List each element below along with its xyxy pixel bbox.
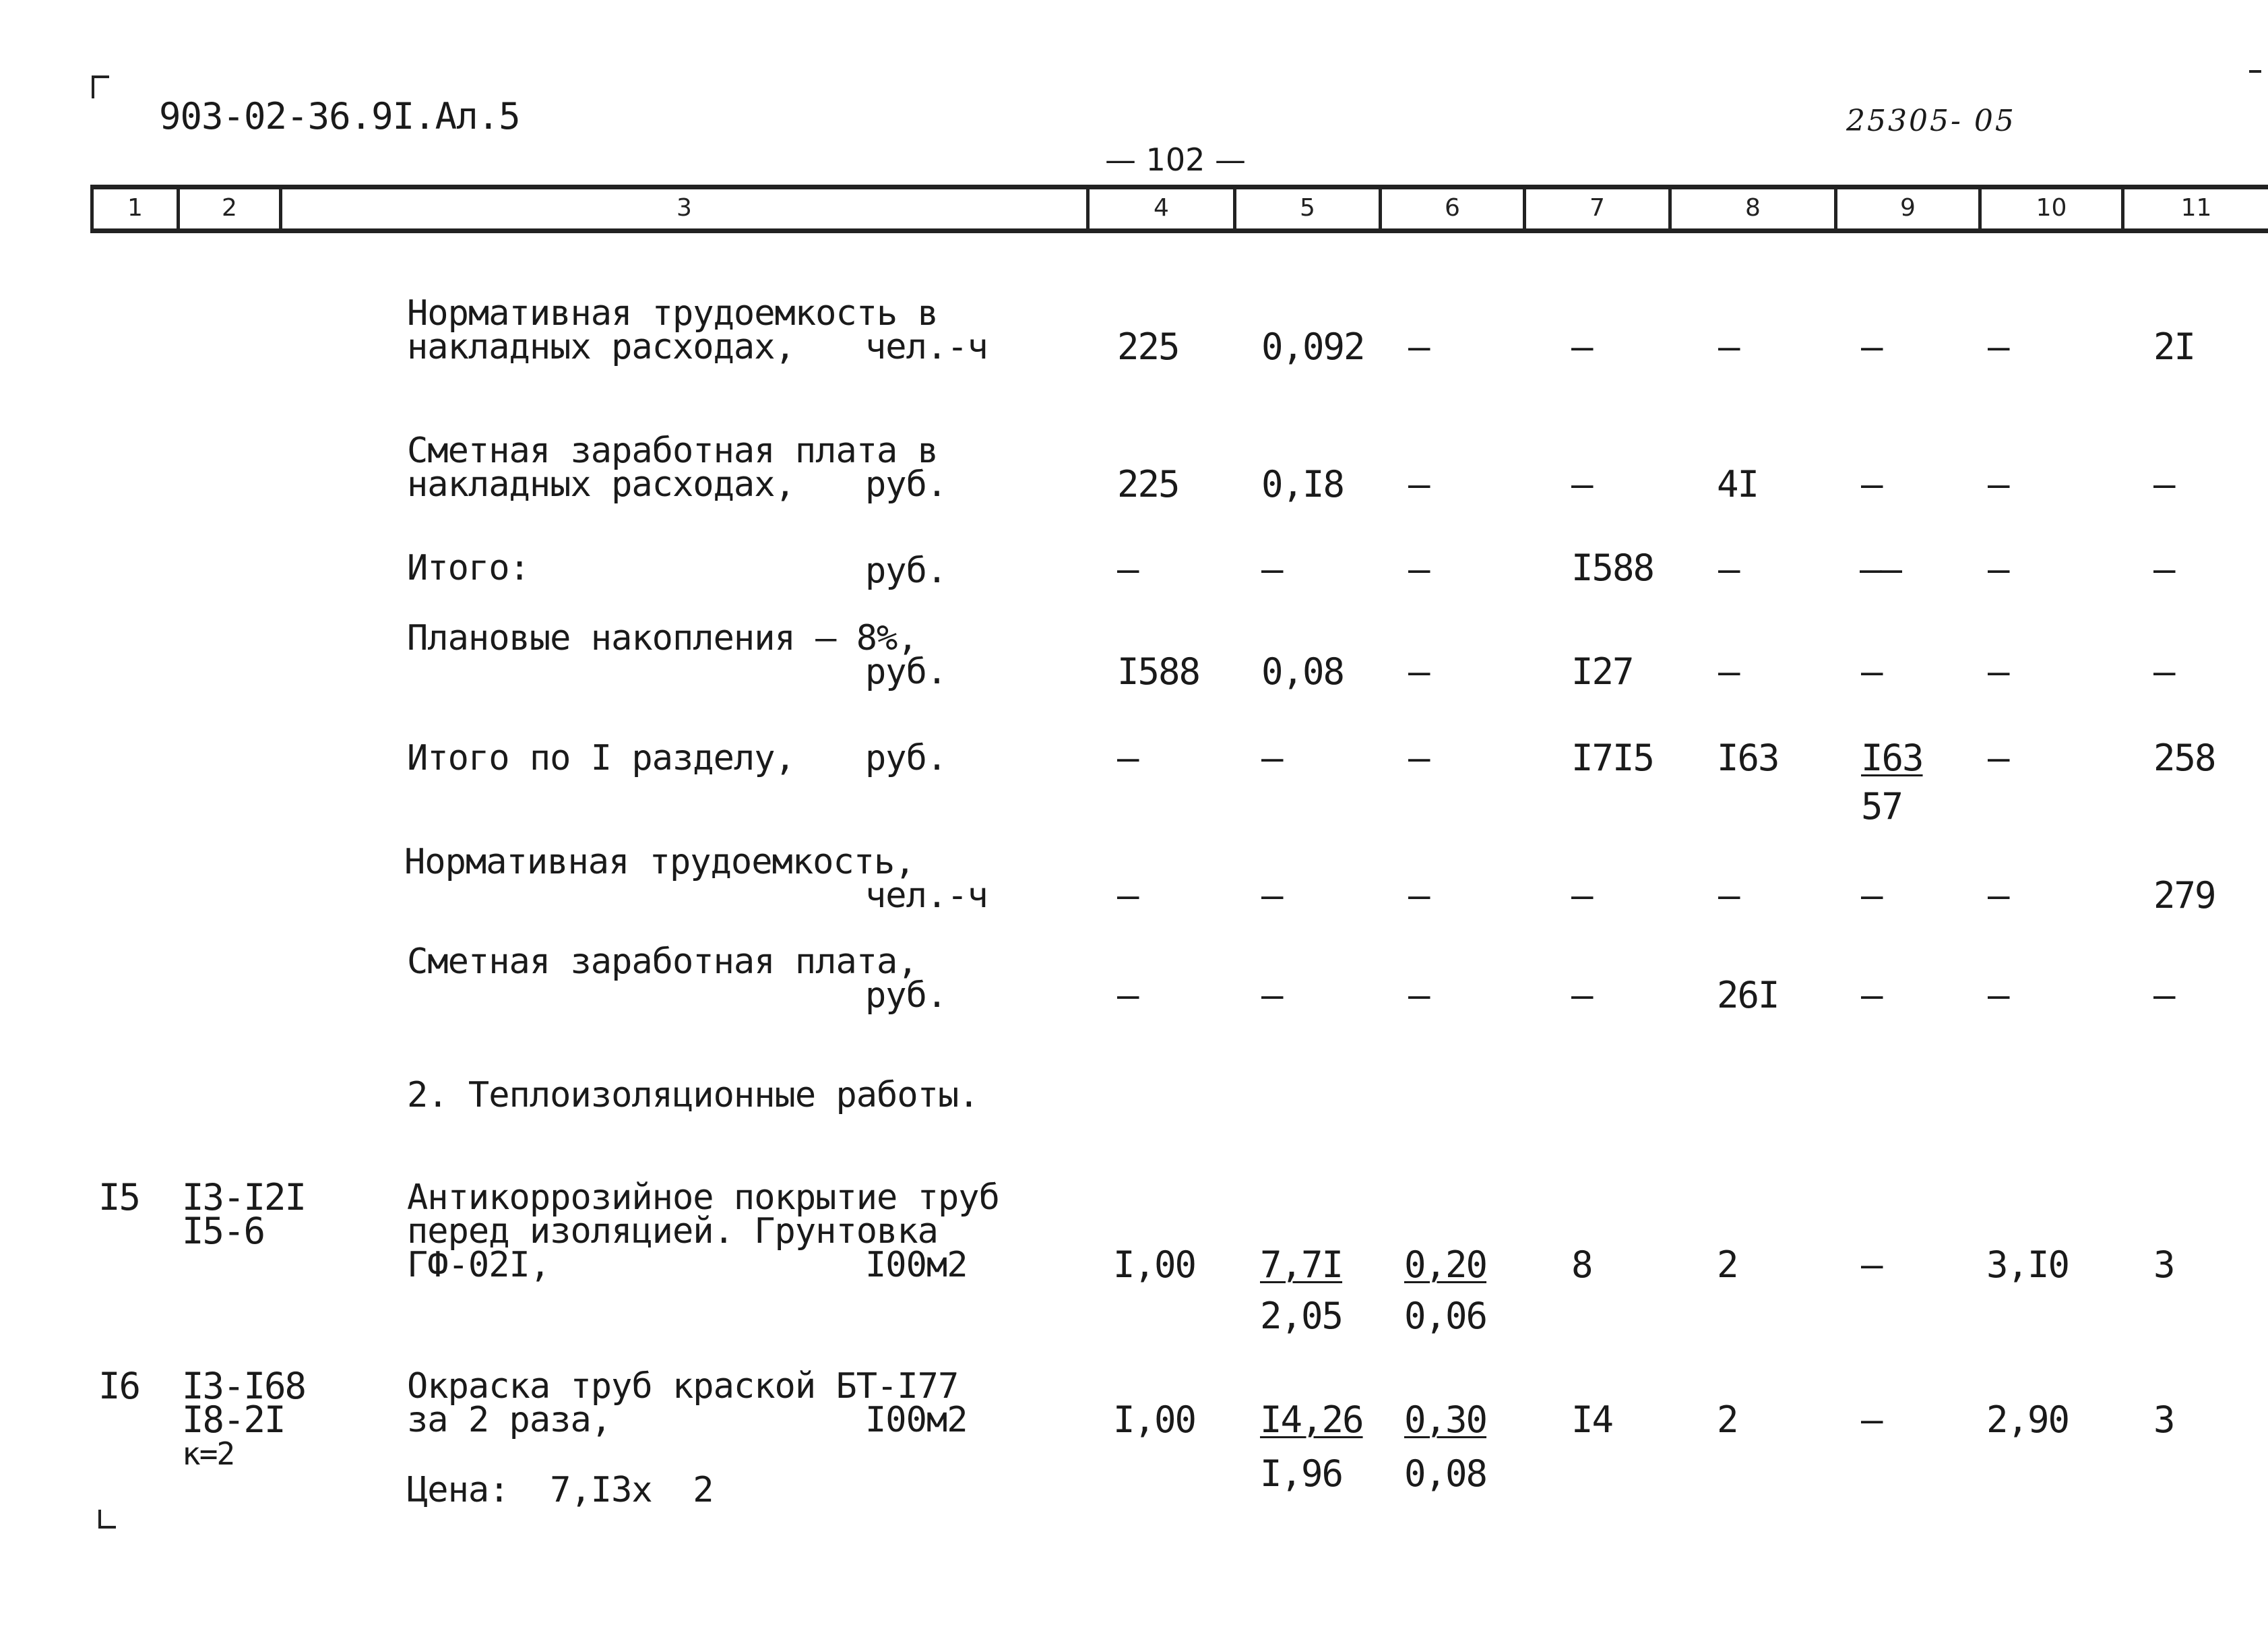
cell-col-7: –: [1571, 974, 1592, 1016]
cell-col-4: 225: [1117, 463, 1179, 505]
cell-col-4: I588: [1117, 650, 1200, 693]
cell-col-11: –: [2153, 548, 2174, 590]
cell-col-2-line2: I5-6: [182, 1210, 265, 1252]
cell-col-9: –: [1861, 650, 1882, 693]
cell-col-11: –: [2153, 650, 2174, 693]
row-unit: I00м2: [865, 1400, 968, 1440]
cell-col-8: 2: [1717, 1398, 1738, 1441]
cell-col-8: 26I: [1717, 974, 1779, 1016]
column-number-1: 1: [90, 189, 177, 228]
cell-col-11: –: [2153, 974, 2174, 1016]
column-number-row: [90, 185, 2268, 233]
cell-col-2-line2: I8-2I: [182, 1398, 285, 1441]
page-number: — 102 —: [1105, 142, 1247, 178]
cell-col-6: –: [1408, 548, 1429, 590]
cell-col-11: –: [2153, 463, 2174, 505]
cell-col-6: –: [1408, 874, 1429, 917]
cell-col-7: –: [1571, 874, 1592, 917]
row-description: ГФ-02I,: [407, 1245, 550, 1285]
cell-col-5: –: [1261, 737, 1282, 779]
cell-col-8: –: [1718, 874, 1739, 917]
section-heading: 2. Теплоизоляционные работы.: [407, 1075, 979, 1115]
cell-col-10: 3,I0: [1986, 1243, 2069, 1286]
cell-col-9: –: [1861, 326, 1882, 368]
cell-col-6: 0,20: [1404, 1243, 1487, 1286]
cell-col-10: –: [1988, 874, 2009, 917]
row-description: за 2 раза,: [407, 1400, 612, 1440]
cell-col-4: –: [1117, 548, 1138, 590]
cell-col-11: 3: [2153, 1243, 2174, 1286]
cell-col-8: –: [1718, 548, 1739, 590]
row-description: Сметная заработная плата в: [407, 431, 938, 471]
cell-col-4: –: [1117, 974, 1138, 1016]
cell-col-2-line3: к=2: [182, 1436, 234, 1472]
cell-col-2: I3-I2I: [182, 1176, 306, 1219]
cell-col-10: –: [1988, 548, 2009, 590]
row-description: Итого по I разделу,: [407, 738, 795, 778]
row-description: накладных расходах,: [407, 464, 795, 505]
cell-col-6: 0,30: [1404, 1398, 1487, 1441]
cell-col-7: I27: [1571, 650, 1633, 693]
cell-col-8: I63: [1717, 737, 1779, 779]
cell-col-5: –: [1261, 548, 1282, 590]
cell-col-7: 8: [1571, 1243, 1592, 1286]
corner-mark-top-right: [2249, 70, 2261, 73]
cell-col-6-sub: 0,08: [1404, 1452, 1487, 1495]
row-unit: руб.: [865, 975, 947, 1016]
cell-col-6: –: [1408, 974, 1429, 1016]
column-number-7: 7: [1523, 189, 1668, 228]
cell-col-6: –: [1408, 463, 1429, 505]
cell-col-9: I63: [1861, 737, 1923, 779]
row-description: Сметная заработная плата,: [407, 942, 918, 982]
cell-col-1: I6: [98, 1365, 140, 1407]
cell-col-5-sub: 2,05: [1260, 1295, 1343, 1337]
cell-col-7: –: [1571, 463, 1592, 505]
cell-col-6: –: [1408, 650, 1429, 693]
column-number-6: 6: [1379, 189, 1523, 228]
cell-col-10: 2,90: [1986, 1398, 2069, 1441]
column-number-10: 10: [1978, 189, 2121, 228]
cell-col-9: –: [1861, 463, 1882, 505]
cell-col-8: 4I: [1717, 463, 1759, 505]
row-unit: I00м2: [865, 1245, 968, 1285]
cell-col-9: –: [1861, 974, 1882, 1016]
row-description: Нормативная трудоемкость в: [407, 293, 938, 334]
row-unit: чел.-ч: [865, 327, 988, 367]
row-unit: руб.: [865, 464, 947, 505]
cell-col-8: 2: [1717, 1243, 1738, 1286]
cell-col-5: –: [1261, 974, 1282, 1016]
cell-col-4: –: [1117, 737, 1138, 779]
cell-col-10: –: [1988, 974, 2009, 1016]
cell-col-5: 0,08: [1261, 650, 1344, 693]
row-unit: руб.: [865, 652, 947, 692]
row-description: Нормативная трудоемкость,: [404, 842, 915, 882]
cell-col-10: –: [1988, 326, 2009, 368]
cell-col-6: –: [1408, 737, 1429, 779]
cell-col-11: 279: [2153, 874, 2215, 917]
cell-col-4: I,00: [1113, 1243, 1196, 1286]
column-number-2: 2: [177, 189, 279, 228]
price-note: Цена: 7,I3х 2: [407, 1470, 714, 1510]
cell-col-9-sub: 57: [1861, 785, 1903, 828]
row-description: Окраска труб краской БТ-I77: [407, 1366, 959, 1407]
row-description: Плановые накопления – 8%,: [407, 618, 918, 658]
cell-col-7: I588: [1571, 547, 1654, 589]
document-code: 903-02-36.9I.Ал.5: [159, 95, 520, 137]
cell-col-8: –: [1718, 326, 1739, 368]
cell-col-9: –: [1861, 1243, 1882, 1286]
cell-col-10: –: [1988, 463, 2009, 505]
row-description: Итого:: [407, 548, 530, 588]
cell-col-4: 225: [1117, 326, 1179, 368]
column-number-11: 11: [2121, 189, 2268, 228]
cell-col-5: 7,7I: [1260, 1243, 1343, 1286]
cell-col-11: 258: [2153, 737, 2215, 779]
column-number-8: 8: [1668, 189, 1834, 228]
cell-col-7: I4: [1571, 1398, 1613, 1441]
column-number-3: 3: [279, 189, 1086, 228]
cell-col-7: I7I5: [1571, 737, 1654, 779]
cell-col-9: –: [1861, 874, 1882, 917]
column-number-4: 4: [1086, 189, 1233, 228]
cell-col-4: I,00: [1113, 1398, 1196, 1441]
cell-col-9: –: [1861, 1398, 1882, 1441]
cell-col-9: ––: [1860, 548, 1901, 590]
cell-col-5: 0,092: [1261, 326, 1364, 368]
cell-col-1: I5: [98, 1176, 140, 1219]
cell-col-5: –: [1261, 874, 1282, 917]
row-unit: чел.-ч: [865, 875, 988, 916]
cell-col-11: 3: [2153, 1398, 2174, 1441]
column-number-5: 5: [1233, 189, 1379, 228]
cell-col-5: 0,I8: [1261, 463, 1344, 505]
row-description: перед изоляцией. Грунтовка: [407, 1211, 938, 1252]
column-number-9: 9: [1834, 189, 1978, 228]
cell-col-2: I3-I68: [182, 1365, 306, 1407]
cell-col-5: I4,26: [1260, 1398, 1363, 1441]
row-unit: руб.: [865, 551, 947, 591]
cell-col-5-sub: I,96: [1260, 1452, 1343, 1495]
inventory-number: 25305- 05: [1846, 104, 2016, 138]
corner-mark-top-left: [92, 75, 109, 98]
cell-col-4: –: [1117, 874, 1138, 917]
cell-col-11: 2I: [2153, 326, 2195, 368]
cell-col-6-sub: 0,06: [1404, 1295, 1487, 1337]
cell-col-6: –: [1408, 326, 1429, 368]
cell-col-8: –: [1718, 650, 1739, 693]
corner-mark-bottom-left: [98, 1510, 116, 1529]
cell-col-7: –: [1571, 326, 1592, 368]
row-description: накладных расходах,: [407, 327, 795, 367]
cell-col-10: –: [1988, 650, 2009, 693]
row-description: Антикоррозийное покрытие труб: [407, 1177, 999, 1218]
cell-col-10: –: [1988, 737, 2009, 779]
row-unit: руб.: [865, 738, 947, 778]
